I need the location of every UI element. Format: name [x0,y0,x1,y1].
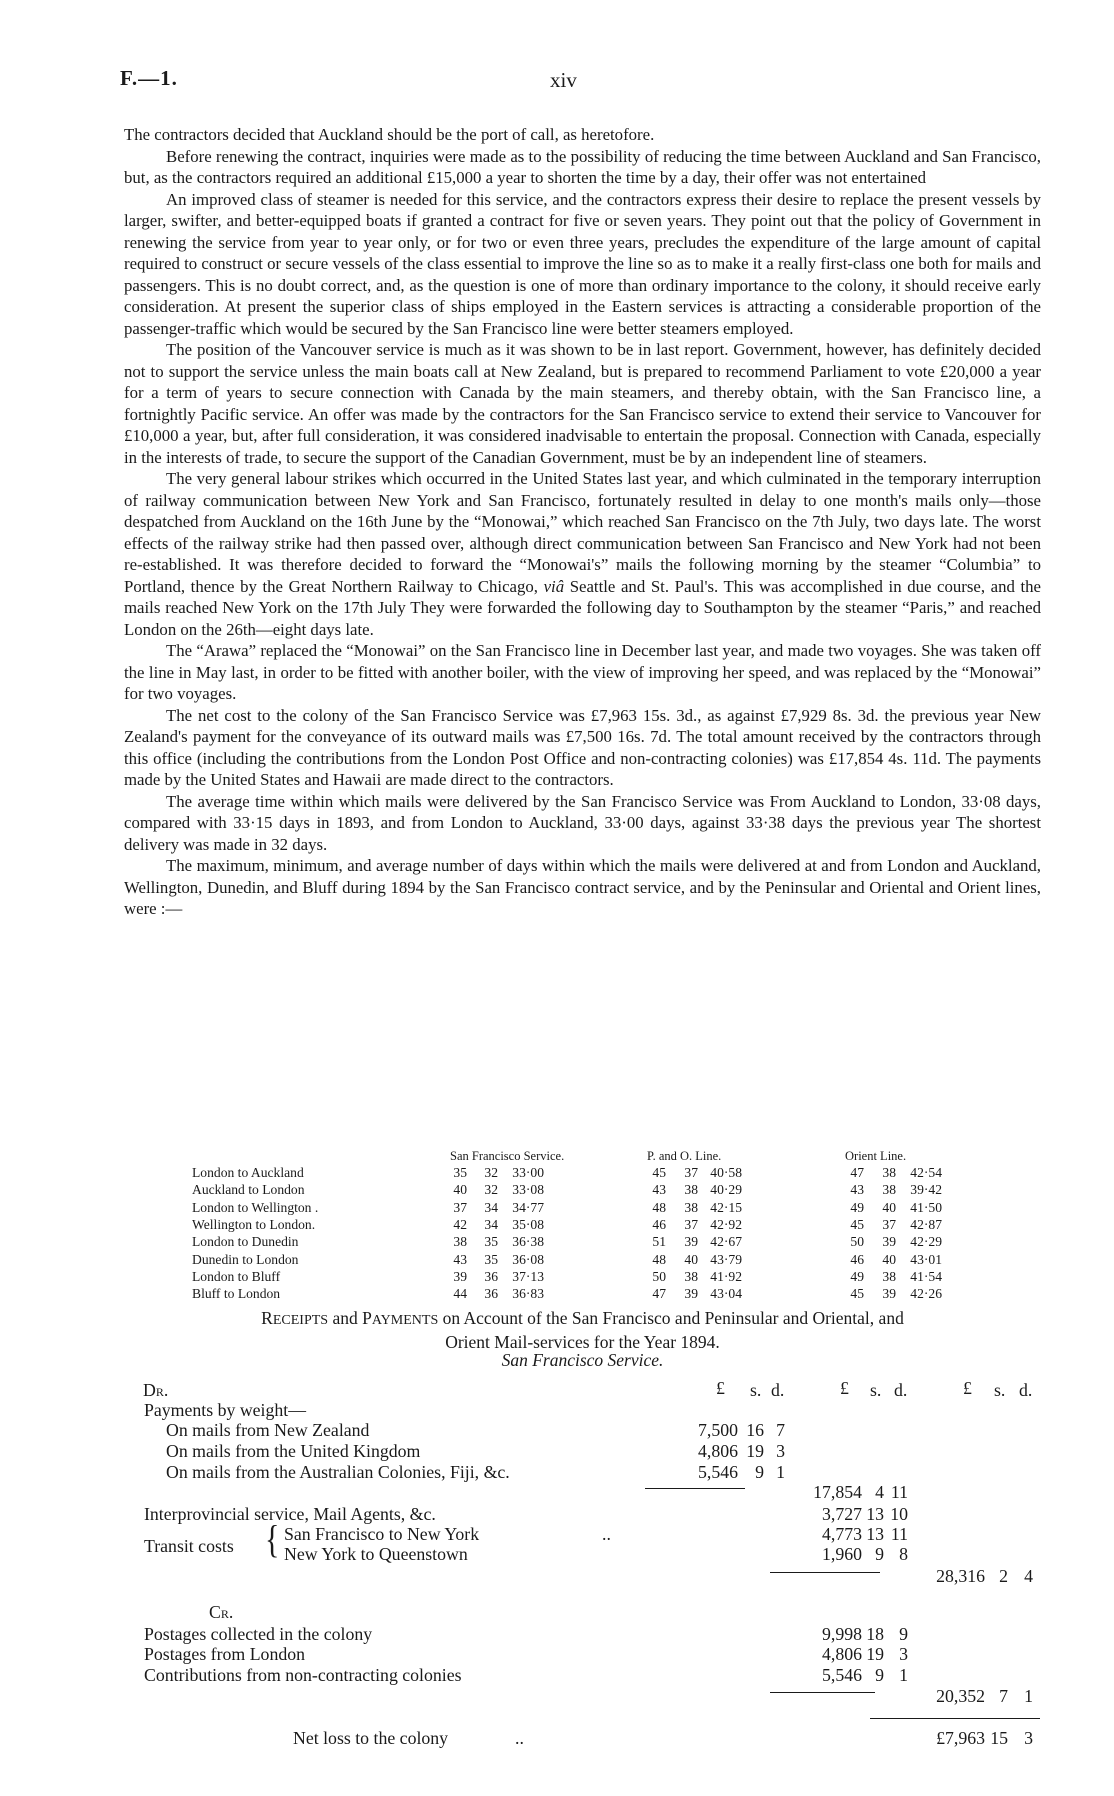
rule-line [770,1692,875,1693]
line-item: On mails from the Australian Colonies, Fiji, &c. [166,1462,510,1482]
days-value: 48 [652,1199,666,1215]
days-value: 38 [882,1165,896,1180]
days-value: 32 [484,1182,498,1198]
paragraph-part: The very general labour strikes which occurred in the United States last year, and which culminated in the temporary interruption of railway communication between New York and San Francisco, fortunately resulted in delay to one month's mails only—those despatched from Auckland on the 16th June by the “Monowai,” which reached San Francisco on the 7th July, two days late. The worst effects of the railway strike had then passed over, although direct communication between San Francisco and New York had not been re-established. It was therefore decided to forward the “Monowai's” mails the following morning by the steamer “Columbia” to Portland, thence by the Great Northern Railway to Chicago, [124,469,1041,596]
days-value: 42·15 [710,1199,742,1215]
amount: 3,727 [821,1504,862,1524]
amount: 4 [875,1482,884,1502]
days-value: 37 [684,1165,698,1180]
table-row [192,1268,992,1285]
days-value: 35 [453,1165,467,1180]
body-text [124,124,1041,920]
amount: 5,546 [697,1462,738,1482]
days-value: 39 [882,1286,896,1302]
days-value: 50 [652,1268,666,1284]
net-loss-label: Net loss to the colony [293,1728,449,1748]
days-value: 37·13 [512,1268,544,1284]
days-value: 40 [453,1182,467,1198]
amount: 3 [776,1441,785,1461]
amount: 1 [899,1665,908,1685]
days-value: 38 [882,1268,896,1284]
route-label: Dunedin to London [192,1251,299,1267]
days-value: 45 [850,1286,864,1302]
days-value: 39 [453,1268,467,1284]
route-label: Auckland to London [192,1182,305,1198]
dots: .. [515,1728,524,1748]
cr-label: Cr. [209,1602,234,1622]
italic-via: viâ [543,576,565,596]
days-value: 39·42 [910,1182,942,1198]
amount: £7,963 [936,1728,985,1748]
amount: 15 [990,1728,1008,1748]
days-value: 38 [684,1268,698,1284]
paragraph [124,468,1041,640]
amount: 16 [746,1420,764,1440]
route-label: London to Bluff [192,1268,281,1284]
amount: 17,854 [813,1482,862,1502]
days-value: 40 [882,1251,896,1267]
days-value: 43·04 [710,1286,742,1302]
amount: 13 [866,1524,884,1544]
paragraph: The “Arawa” replaced the “Monowai” on the San Francisco line in December last year, and made two voyages. She was taken off the line in May last, in order to be fitted with another boiler, with the view of improving her speed, and was replaced by the “Monowai” for two voyages. [124,641,1041,703]
currency-header: d. [894,1380,908,1400]
amount: 4,773 [821,1524,862,1544]
dr-label: Dr. [143,1380,169,1400]
amount: 4 [1024,1566,1033,1586]
days-value: 45 [652,1165,666,1180]
days-value: 50 [850,1234,864,1250]
table-row [192,1216,992,1233]
currency-header: £ [716,1378,725,1398]
line-item: On mails from the United Kingdom [166,1441,421,1461]
days-value: 37 [684,1216,698,1232]
amount: 3 [1024,1728,1033,1748]
days-value: 35 [484,1234,498,1250]
days-value: 42·54 [910,1165,942,1180]
payments-heading: Payments by weight— [144,1400,306,1420]
paragraph: The maximum, minimum, and average number of days within which the mails were delivered at and from London and Auckland, Wellington, Dunedin, and Bluff during 1894 by the San Francisco contract service, and by the Peninsular and Oriental and Orient lines, were :— [124,856,1041,918]
paragraph: The position of the Vancouver service is much as it was shown to be in last report. Government, however, has definitely decided not to support the service unless the main boats call at New Zealand, but is prepared to recommend Parliament to vote £20,000 a year for a term of years to secure connection with Canada by the main steamers, and thereby obtain, with the San Francisco line, a fortnightly Pacific service. An offer was made by the contractors for the San Francisco service to extend their service to Vancouver for £10,000 a year, but, after full consideration, it was considered inadvisable to entertain the proposal. Connection with Canada, especially in the interests of trade, to secure the support of the Canadian Government, must be by an independent line of steamers. [124,340,1041,467]
days-value: 36·38 [512,1234,544,1250]
days-value: 40 [684,1251,698,1267]
days-value: 40 [882,1199,896,1215]
amount: 4,806 [821,1644,862,1664]
days-value: 40·29 [710,1182,742,1198]
days-value: 42 [453,1216,467,1232]
days-value: 36 [484,1286,498,1302]
amount: 13 [866,1504,884,1524]
amount: 9 [899,1624,908,1644]
days-value: 43 [652,1182,666,1198]
days-value: 39 [882,1234,896,1250]
days-value: 36·83 [512,1286,544,1302]
amount: 9 [875,1665,884,1685]
title-part: P [362,1308,372,1328]
days-value: 41·54 [910,1268,942,1284]
days-value: 40·58 [710,1165,742,1180]
days-value: 36 [484,1268,498,1284]
amount: 1,960 [821,1544,862,1564]
days-value: 47 [652,1286,666,1302]
days-value: 41·92 [710,1268,742,1284]
days-value: 42·92 [710,1216,742,1232]
title-line2: Orient Mail-services for the Year 1894. [445,1331,720,1352]
days-value: 39 [684,1234,698,1250]
days-value: 47 [850,1165,864,1180]
table-row [192,1251,992,1268]
table-row [192,1233,992,1250]
paragraph-part: Seattle and St. Paul's. This was accomplished in due course, and the mails reached New York on the 17th July They were forwarded the following day to Southampton by the steamer “Paris,” and reached London on the 26th—eight days late. [124,576,1041,639]
days-value: 43 [453,1251,467,1267]
days-value: 35·08 [512,1216,544,1232]
receipts-title [124,1308,1041,1353]
days-value: 42·26 [910,1286,942,1302]
days-value: 38 [684,1199,698,1215]
rule-line [770,1572,880,1573]
amount: 28,316 [936,1566,985,1586]
line-item: Contributions from non-contracting colonies [144,1665,462,1685]
paragraph: The average time within which mails were delivered by the San Francisco Service was From Auckland to London, 33·08 days, compared with 33·15 days in 1893, and from London to Auckland, 33·00 days, against 33·38 days the previous year The shortest delivery was made in 32 days. [124,791,1041,854]
san-francisco-service-subtitle: San Francisco Service. [501,1350,664,1370]
column-header: Orient Line. [845,1149,907,1163]
title-part: and [328,1308,363,1328]
days-value: 42·67 [710,1234,742,1250]
table-row [192,1285,992,1302]
table-row [192,1164,992,1181]
days-value: 34 [484,1216,498,1232]
route-label: Wellington to London. [192,1216,316,1232]
rule-line [645,1488,745,1489]
paragraph: Before renewing the contract, inquiries were made as to the possibility of reducing the time between Auckland and San Francisco, but, as the contractors required an additional £15,000 a year to shorten the time by a day, their offer was not entertained [124,146,1041,187]
paragraph: The net cost to the colony of the San Francisco Service was £7,963 15s. 3d., as against £7,929 8s. 3d. the previous year New Zealand's payment for the conveyance of its outward mails was £7,500 16s. 7d. The total amount received by the contractors through this office (including the contributions from the London Post Office and non-contracting colonies) was £17,854 4s. 11d. The payments made by the United States and Hawaii are made direct to the contractors. [124,705,1041,789]
days-value: 46 [850,1251,864,1267]
table-row [192,1181,992,1198]
line-item: Postages collected in the colony [144,1624,373,1644]
line-item: Postages from London [144,1644,306,1664]
currency-header: s. [870,1380,882,1400]
days-value: 49 [850,1268,864,1284]
currency-header: d. [1019,1380,1033,1400]
amount: 19 [866,1644,884,1664]
days-value: 43 [850,1182,864,1198]
document-code: F.—1. [120,66,178,90]
currency-header: £ [840,1378,849,1398]
currency-header: s. [750,1380,762,1400]
days-value: 51 [652,1234,666,1250]
title-part: AYMENTS [371,1313,439,1328]
title-part: on Account of the San Francisco and Peninsular and Oriental, and [438,1308,904,1328]
days-value: 37 [453,1199,467,1215]
days-value: 35 [484,1251,498,1267]
dots: .. [602,1524,611,1544]
amount: 9 [875,1544,884,1564]
line-item: San Francisco to New York [284,1524,480,1544]
amount: 10 [890,1504,908,1524]
route-label: Bluff to London [192,1286,281,1302]
days-value: 41·50 [910,1199,942,1215]
days-value: 37 [882,1216,896,1232]
route-label: London to Dunedin [192,1234,299,1250]
amount: 7 [999,1686,1008,1706]
amount: 7,500 [697,1420,738,1440]
amount: 11 [890,1482,908,1502]
title-part: R [261,1308,273,1328]
days-value: 43·01 [910,1251,942,1267]
days-value: 32 [484,1165,498,1180]
brace-icon: { [265,1518,280,1562]
currency-header: £ [963,1378,972,1398]
table-row [192,1199,992,1216]
line-item: Interprovincial service, Mail Agents, &c. [144,1504,436,1524]
amount: 20,352 [936,1686,985,1706]
days-value: 48 [652,1251,666,1267]
days-value: 42·87 [910,1216,942,1232]
line-item: On mails from New Zealand [166,1420,370,1440]
days-value: 38 [453,1234,467,1250]
days-value: 46 [652,1216,666,1232]
amount: 11 [890,1524,908,1544]
column-header: P. and O. Line. [647,1149,722,1163]
days-value: 33·00 [512,1165,544,1180]
amount: 3 [899,1644,908,1664]
line-item: Transit costs [144,1536,234,1556]
amount: 9 [755,1462,764,1482]
page-number: xiv [550,68,577,92]
column-header: San Francisco Service. [450,1149,565,1163]
amount: 18 [866,1624,884,1644]
paragraph: An improved class of steamer is needed for this service, and the contractors express their desire to replace the present vessels by larger, swifter, and better-equipped boats if granted a contract for five or seven years. They point out that the policy of Government in renewing the service from year to year only, or for two or even three years, precludes the expenditure of the large amount of capital required to construct or secure vessels of the class essential to improve the line so as to make it a really first-class one both for mails and passengers. This is no doubt correct, and, as the question is one of more than ordinary importance to the colony, it should receive early consideration. At present the superior class of ships employed in the Eastern services is attracting a considerable proportion of the passenger-traffic which would be secured by the San Francisco line were better steamers employed. [124,189,1041,338]
days-value: 49 [850,1199,864,1215]
days-value: 38 [684,1182,698,1198]
amount: 19 [746,1441,764,1461]
amount: 9,998 [821,1624,862,1644]
amount: 4,806 [697,1441,738,1461]
days-value: 39 [684,1286,698,1302]
days-value: 43·79 [710,1251,742,1267]
rule-line [870,1718,1040,1719]
route-label: London to Wellington . [192,1199,319,1215]
currency-header: s. [994,1380,1006,1400]
amount: 7 [776,1420,785,1440]
amount: 1 [776,1462,785,1482]
days-value: 33·08 [512,1182,544,1198]
days-value: 34 [484,1199,498,1215]
title-part: ECEIPTS [272,1313,329,1328]
days-value: 34·77 [512,1199,544,1215]
line-item: New York to Queenstown [284,1544,468,1564]
page-header [120,66,1020,96]
amount: 8 [899,1544,908,1564]
account-table [0,1376,1114,1796]
amount: 1 [1024,1686,1033,1706]
days-value: 38 [882,1182,896,1198]
days-value: 45 [850,1216,864,1232]
paragraph: The contractors decided that Auckland should be the port of call, as heretofore. [124,125,655,144]
amount: 5,546 [821,1665,862,1685]
days-value: 42·29 [910,1234,942,1250]
amount: 2 [999,1566,1008,1586]
currency-header: d. [771,1380,785,1400]
days-value: 36·08 [512,1251,544,1267]
route-label: London to Auckland [192,1165,304,1180]
days-value: 44 [453,1286,467,1302]
